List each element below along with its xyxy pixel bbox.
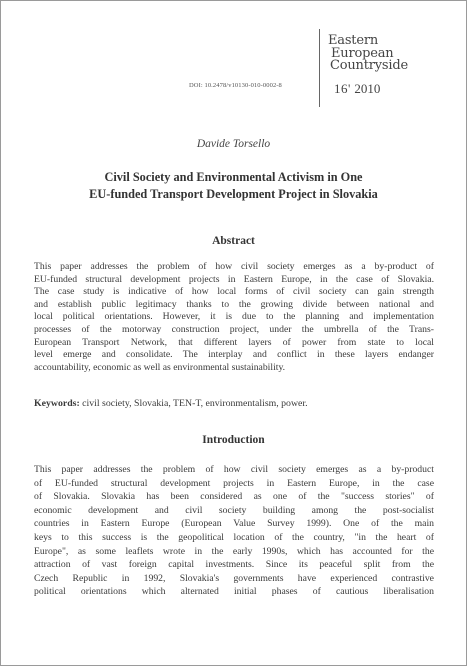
intro-line: This paper addresses the problem of how civil society emerges as a by-product bbox=[34, 464, 434, 475]
abstract-line: This paper addresses the problem of how civil society emerges as a by-product of bbox=[34, 261, 434, 272]
intro-line: attraction of vast foreign capital investments. Since its peaceful split from the bbox=[34, 559, 434, 571]
keywords-line bbox=[34, 398, 308, 409]
journal-name-line: Eastern bbox=[328, 33, 379, 48]
abstract-line: The case study is indicative of how local forms of civil society can gain strength bbox=[34, 286, 434, 298]
introduction-heading: Introduction bbox=[202, 434, 265, 446]
abstract-line: EU-funded structural development projects in Eastern Europe, in the case of Slovakia. bbox=[34, 273, 434, 285]
volume-number: 16 bbox=[334, 81, 348, 96]
abstract-line: level emerge and consolidate. The interplay and conflict in these layers endanger bbox=[34, 349, 434, 361]
volume-mark: ' bbox=[348, 81, 351, 96]
introduction-body bbox=[34, 463, 434, 599]
intro-line: Europe", as some leaflets wrote in the early 1990s, which has accounted for the bbox=[34, 545, 434, 557]
issue-info bbox=[334, 81, 380, 97]
abstract-line: and establish public legitimacy thanks to the growing divide between national and bbox=[34, 298, 434, 310]
abstract-line: European Transport Network, that different layers of power from state to local bbox=[34, 336, 434, 348]
intro-line: of EU-funded structural development projects in Eastern Europe, in the case bbox=[34, 477, 434, 489]
keywords-label: Keywords: bbox=[34, 398, 80, 409]
intro-line: of Slovakia. Slovakia has been considered as one of the "success stories" of bbox=[34, 491, 434, 503]
abstract-line: local political orientations. However, it is due to the planning and implementation bbox=[34, 311, 434, 323]
intro-line: political orientations which alternated initial phases of cautious liberalisation bbox=[34, 586, 434, 598]
keywords-text: civil society, Slovakia, TEN-T, environmentalism, power. bbox=[79, 398, 308, 409]
abstract-line: accountability, economic as well as environmental sustainability. bbox=[34, 361, 286, 373]
abstract-line: processes of the motorway construction project, under the umbrella of the Trans- bbox=[34, 323, 434, 335]
intro-line: economic development and civil society building among the post-socialist bbox=[34, 504, 434, 516]
author-name: Davide Torsello bbox=[196, 138, 271, 150]
abstract-heading: Abstract bbox=[212, 235, 255, 247]
doi-label: DOI: 10.2478/v10130-010-0002-8 bbox=[189, 82, 282, 89]
journal-logo bbox=[328, 35, 408, 73]
journal-name-line: European bbox=[331, 45, 394, 61]
title-line: Civil Society and Environmental Activism in One bbox=[104, 170, 363, 184]
title-line: EU-funded Transport Development Project in Slovakia bbox=[89, 187, 378, 201]
intro-line: countries in Eastern Europe (European Value Survey 1999). One of the main bbox=[34, 518, 434, 530]
article-title bbox=[31, 169, 436, 203]
issue-year: 2010 bbox=[354, 81, 381, 96]
intro-line: Czech Republic in 1992, Slovakia's governments have experienced contrastive bbox=[34, 572, 434, 584]
intro-line: keys to this success is the geopolitical location of the country, "in the heart of bbox=[34, 531, 434, 543]
journal-name-line: Countryside bbox=[330, 58, 408, 73]
journal-divider bbox=[319, 29, 320, 107]
abstract-body bbox=[34, 261, 434, 374]
